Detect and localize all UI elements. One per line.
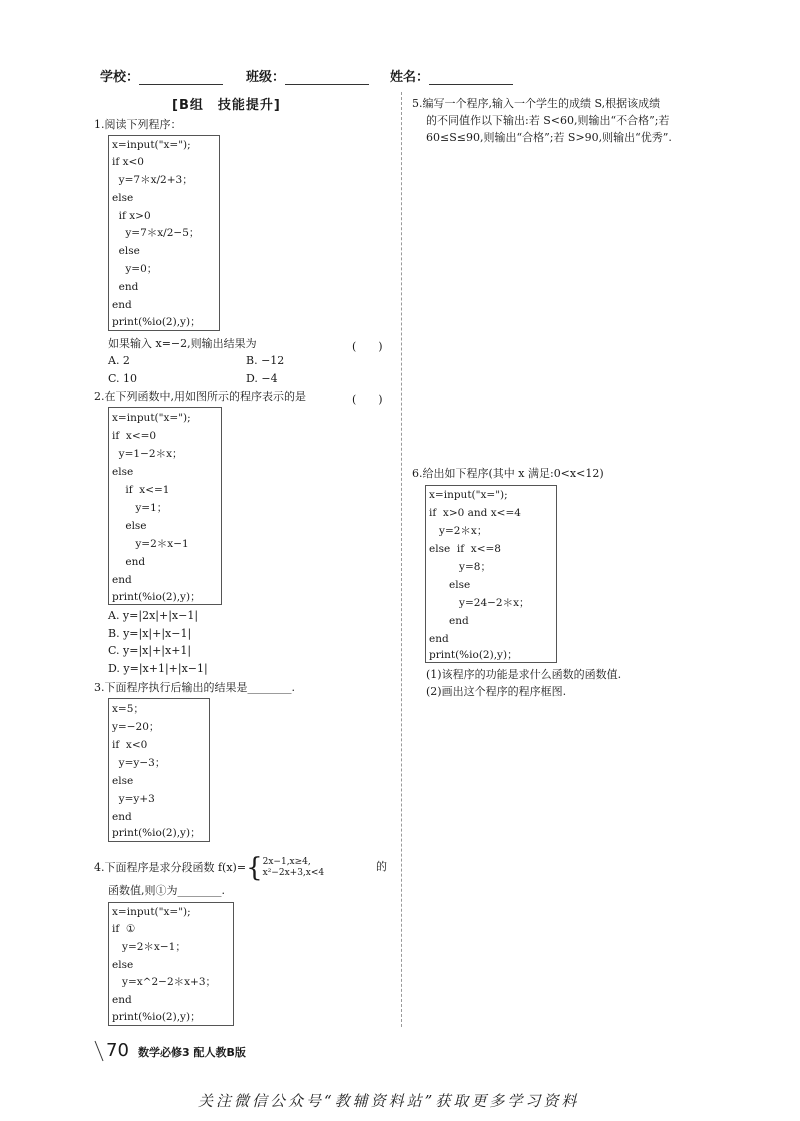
code-line: if ①: [112, 923, 136, 935]
q5-line-3: 60≤S≤90,则输出“合格”;若 S>90,则输出“优秀”.: [426, 131, 672, 144]
code-line: print(%io(2),y)；: [112, 591, 201, 603]
code-line: y=y+3: [112, 793, 155, 805]
q1-prompt: 如果输入 x=−2,则输出结果为: [108, 337, 257, 350]
code-line: y=8；: [429, 561, 491, 573]
piece-2: x²−2x+3,x<4: [262, 868, 325, 878]
q5-line-1: 5.编写一个程序,输入一个学生的成绩 S,根据该成绩: [412, 97, 661, 110]
q5-line-2: 的不同值作以下输出:若 S<60,则输出“不合格”;若: [426, 114, 670, 127]
q1-option-c: C. 10: [108, 372, 138, 385]
page-number: 70: [106, 1040, 129, 1061]
code-line: x=input("x=");: [112, 412, 191, 424]
code-line: x=input("x=");: [429, 489, 508, 501]
slash-mark-icon: [92, 1040, 106, 1062]
school-label: 学校：: [100, 70, 140, 85]
class-field: [246, 66, 369, 85]
q2-option-c: C. y=|x|+|x+1|: [108, 644, 192, 657]
code-line: else: [112, 245, 140, 257]
code-line: y=24−2＊x；: [429, 597, 530, 609]
code-line: y=7＊x/2−5；: [112, 227, 200, 239]
code-line: else: [429, 579, 471, 591]
code-line: if x<=1: [112, 484, 170, 496]
q4-stem-2: 函数值,则①为________.: [108, 884, 225, 897]
school-field: [100, 66, 223, 85]
q1-stem: 1.阅读下列程序：: [94, 118, 182, 131]
class-blank[interactable]: [285, 71, 369, 85]
code-line: y=1−2＊x；: [112, 448, 183, 460]
code-line: print(%io(2),y)；: [112, 1011, 201, 1023]
code-line: y=7＊x/2+3；: [112, 174, 193, 186]
column-divider: [401, 92, 402, 1027]
class-label: 班级：: [246, 70, 286, 85]
code-line: else: [112, 520, 147, 532]
code-line: end: [429, 615, 469, 627]
name-field: [390, 66, 513, 85]
student-info-header: [100, 66, 520, 85]
code-line: if x>0: [112, 210, 151, 222]
q2-option-b: B. y=|x|+|x−1|: [108, 627, 192, 640]
code-line: y=1；: [112, 502, 168, 514]
code-line: end: [112, 299, 132, 311]
code-line: print(%io(2),y)；: [112, 316, 201, 328]
code-line: else if x<=8: [429, 543, 501, 555]
section-title: [B组 技能提升]: [172, 98, 281, 113]
q2-stem: 2.在下列函数中,用如图所示的程序表示的是: [94, 390, 306, 403]
code-line: y=x^2−2＊x+3；: [112, 976, 217, 988]
watermark-text: 关注微信公众号“教辅资料站”获取更多学习资料: [198, 1092, 580, 1110]
code-line: y=2＊x；: [429, 525, 488, 537]
code-line: else: [112, 466, 134, 478]
code-line: end: [112, 994, 132, 1006]
q4-stem-pre: 4.下面程序是求分段函数 f(x)=: [94, 861, 247, 874]
code-line: else: [112, 775, 134, 787]
q6-sub-2: (2)画出这个程序的程序框图.: [426, 685, 567, 698]
code-line: y=−20；: [112, 721, 160, 733]
q2-answer-paren: ( ): [352, 393, 383, 406]
code-line: if x<0: [112, 156, 144, 168]
school-blank[interactable]: [139, 71, 223, 85]
q1-option-d: D. −4: [246, 372, 278, 385]
q4-stem: [94, 854, 324, 882]
code-line: end: [429, 633, 449, 645]
code-line: end: [112, 556, 146, 568]
q2-option-a: A. y=|2x|+|x−1|: [108, 609, 199, 622]
code-line: x=5；: [112, 703, 144, 715]
piecewise-cases: [263, 857, 325, 879]
q6-code-box: [425, 485, 557, 663]
code-line: end: [112, 811, 132, 823]
q4-stem-post: 的: [376, 860, 387, 873]
q6-stem: 6.给出如下程序(其中 x 满足:0<x<12): [412, 467, 604, 480]
q1-answer-paren: ( ): [352, 340, 383, 353]
name-blank[interactable]: [429, 71, 513, 85]
q3-stem: 3.下面程序执行后输出的结果是________.: [94, 681, 295, 694]
code-line: if x>0 and x<=4: [429, 507, 521, 519]
code-line: y=2＊x−1: [112, 538, 189, 550]
book-title: 数学必修3 配人教B版: [138, 1046, 246, 1059]
code-line: end: [112, 281, 139, 293]
code-line: else: [112, 192, 134, 204]
piece-1: 2x−1,x≥4,: [262, 857, 311, 867]
q1-option-b: B. −12: [246, 354, 285, 367]
code-line: y=y−3；: [112, 757, 166, 769]
code-line: y=0；: [112, 263, 158, 275]
q4-code-box: [108, 902, 234, 1026]
code-line: print(%io(2),y)；: [112, 827, 201, 839]
code-line: x=input("x=");: [112, 906, 191, 918]
code-line: if x<0: [112, 739, 148, 751]
name-label: 姓名：: [390, 70, 430, 85]
code-line: print(%io(2),y)；: [429, 649, 518, 661]
q2-code-box: [108, 407, 222, 605]
code-line: x=input("x=");: [112, 139, 191, 151]
code-line: end: [112, 574, 132, 586]
code-line: if x<=0: [112, 430, 157, 442]
q2-option-d: D. y=|x+1|+|x−1|: [108, 662, 208, 675]
code-line: y=2＊x−1；: [112, 941, 186, 953]
q1-option-a: A. 2: [108, 354, 130, 367]
q1-code-box: [108, 135, 220, 331]
code-line: else: [112, 959, 134, 971]
q3-code-box: [108, 698, 210, 842]
piecewise-brace: {: [246, 853, 263, 883]
q6-sub-1: (1)该程序的功能是求什么函数的函数值.: [426, 668, 622, 681]
